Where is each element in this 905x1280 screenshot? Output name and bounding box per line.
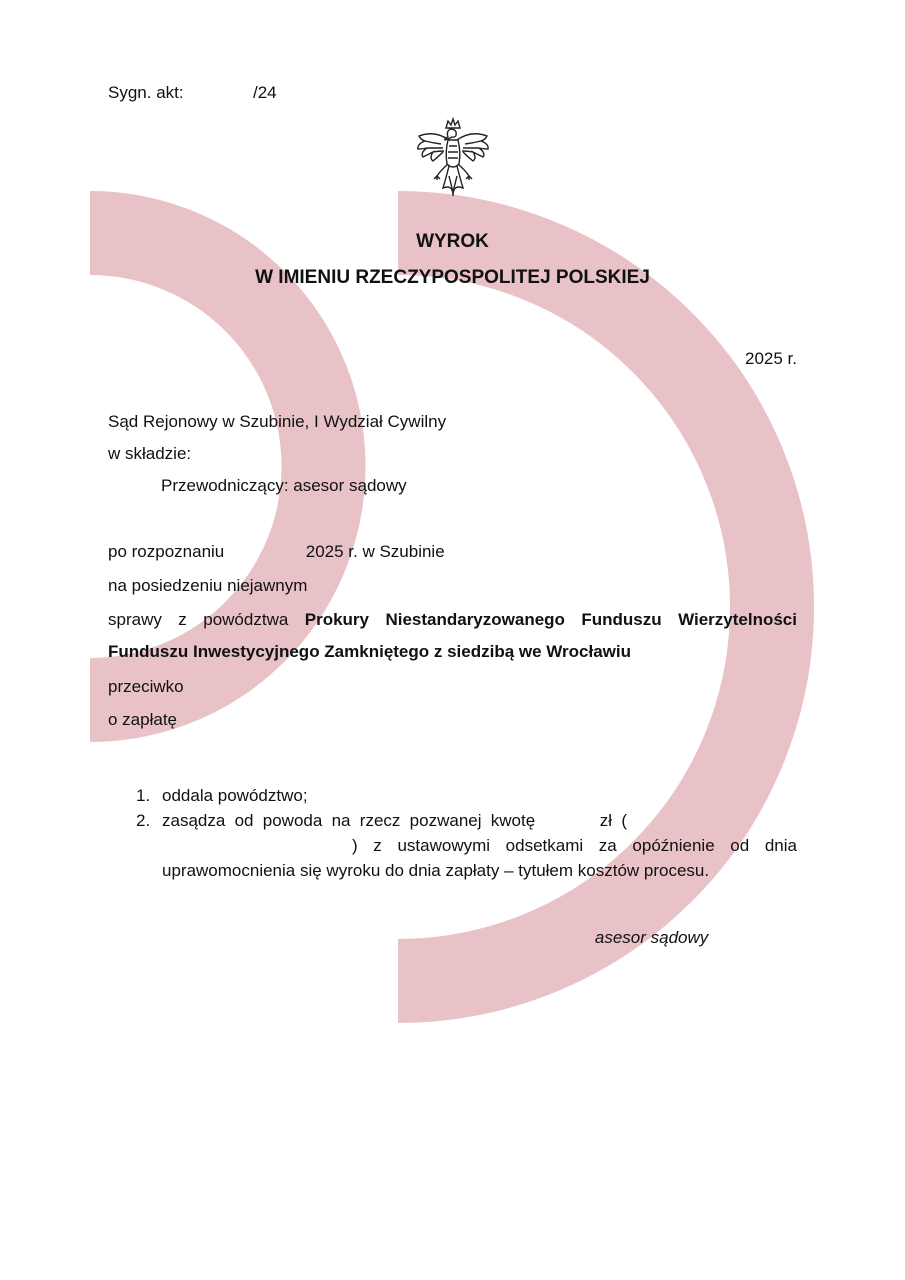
judgment-subtitle: W IMIENIU RZECZYPOSPOLITEJ POLSKIEJ (255, 267, 650, 288)
composition-label: w składzie: (108, 444, 192, 463)
ruling-text-part2: zł ( (599, 811, 627, 830)
hearing-date (108, 542, 445, 562)
rulings-list (108, 783, 797, 883)
plaintiff-name: Prokury Niestandaryzowanego Funduszu Wierzytelności Funduszu Inwestycyjnego Zamkniętego z siedzibą we Wrocławiu (108, 610, 797, 661)
hearing-session: na posiedzeniu niejawnym (108, 576, 308, 595)
case-prefix: sprawy z powództwa (108, 610, 289, 629)
ruling-text-part1: zasądza od powoda na rzecz pozwanej kwotę (162, 811, 536, 830)
case-signature-label: Sygn. akt: (108, 83, 184, 102)
signature-title: asesor sądowy (594, 928, 709, 947)
hearing-prefix: po rozpoznaniu (108, 542, 225, 561)
case-signature (108, 83, 277, 103)
judgment-year: 2025 r. (745, 349, 797, 368)
polish-eagle-icon (413, 116, 493, 202)
judgment-date (745, 349, 797, 369)
signature (595, 928, 797, 948)
defendant-line: przeciwko (108, 677, 184, 696)
presiding-judge: Przewodniczący: asesor sądowy (161, 476, 407, 495)
hearing-suffix: 2025 r. w Szubinie (305, 542, 445, 561)
ruling-item (108, 808, 797, 883)
case-signature-number: /24 (253, 83, 277, 102)
judgment-title: WYROK (416, 231, 489, 252)
ruling-text-part3: ) z ustawowymi odsetkami za opóźnienie od dnia uprawomocnienia się wyroku do dnia zapłaty – tytułem kosztów procesu. (162, 836, 797, 880)
ruling-number: 2. (136, 811, 151, 830)
ruling-text: oddala powództwo; (162, 786, 308, 805)
court-name: Sąd Rejonowy w Szubinie, I Wydział Cywilny (108, 412, 447, 431)
ruling-number: 1. (136, 786, 151, 805)
ruling-item (108, 783, 797, 808)
case-description (108, 604, 797, 668)
case-subject: o zapłatę (108, 710, 177, 729)
